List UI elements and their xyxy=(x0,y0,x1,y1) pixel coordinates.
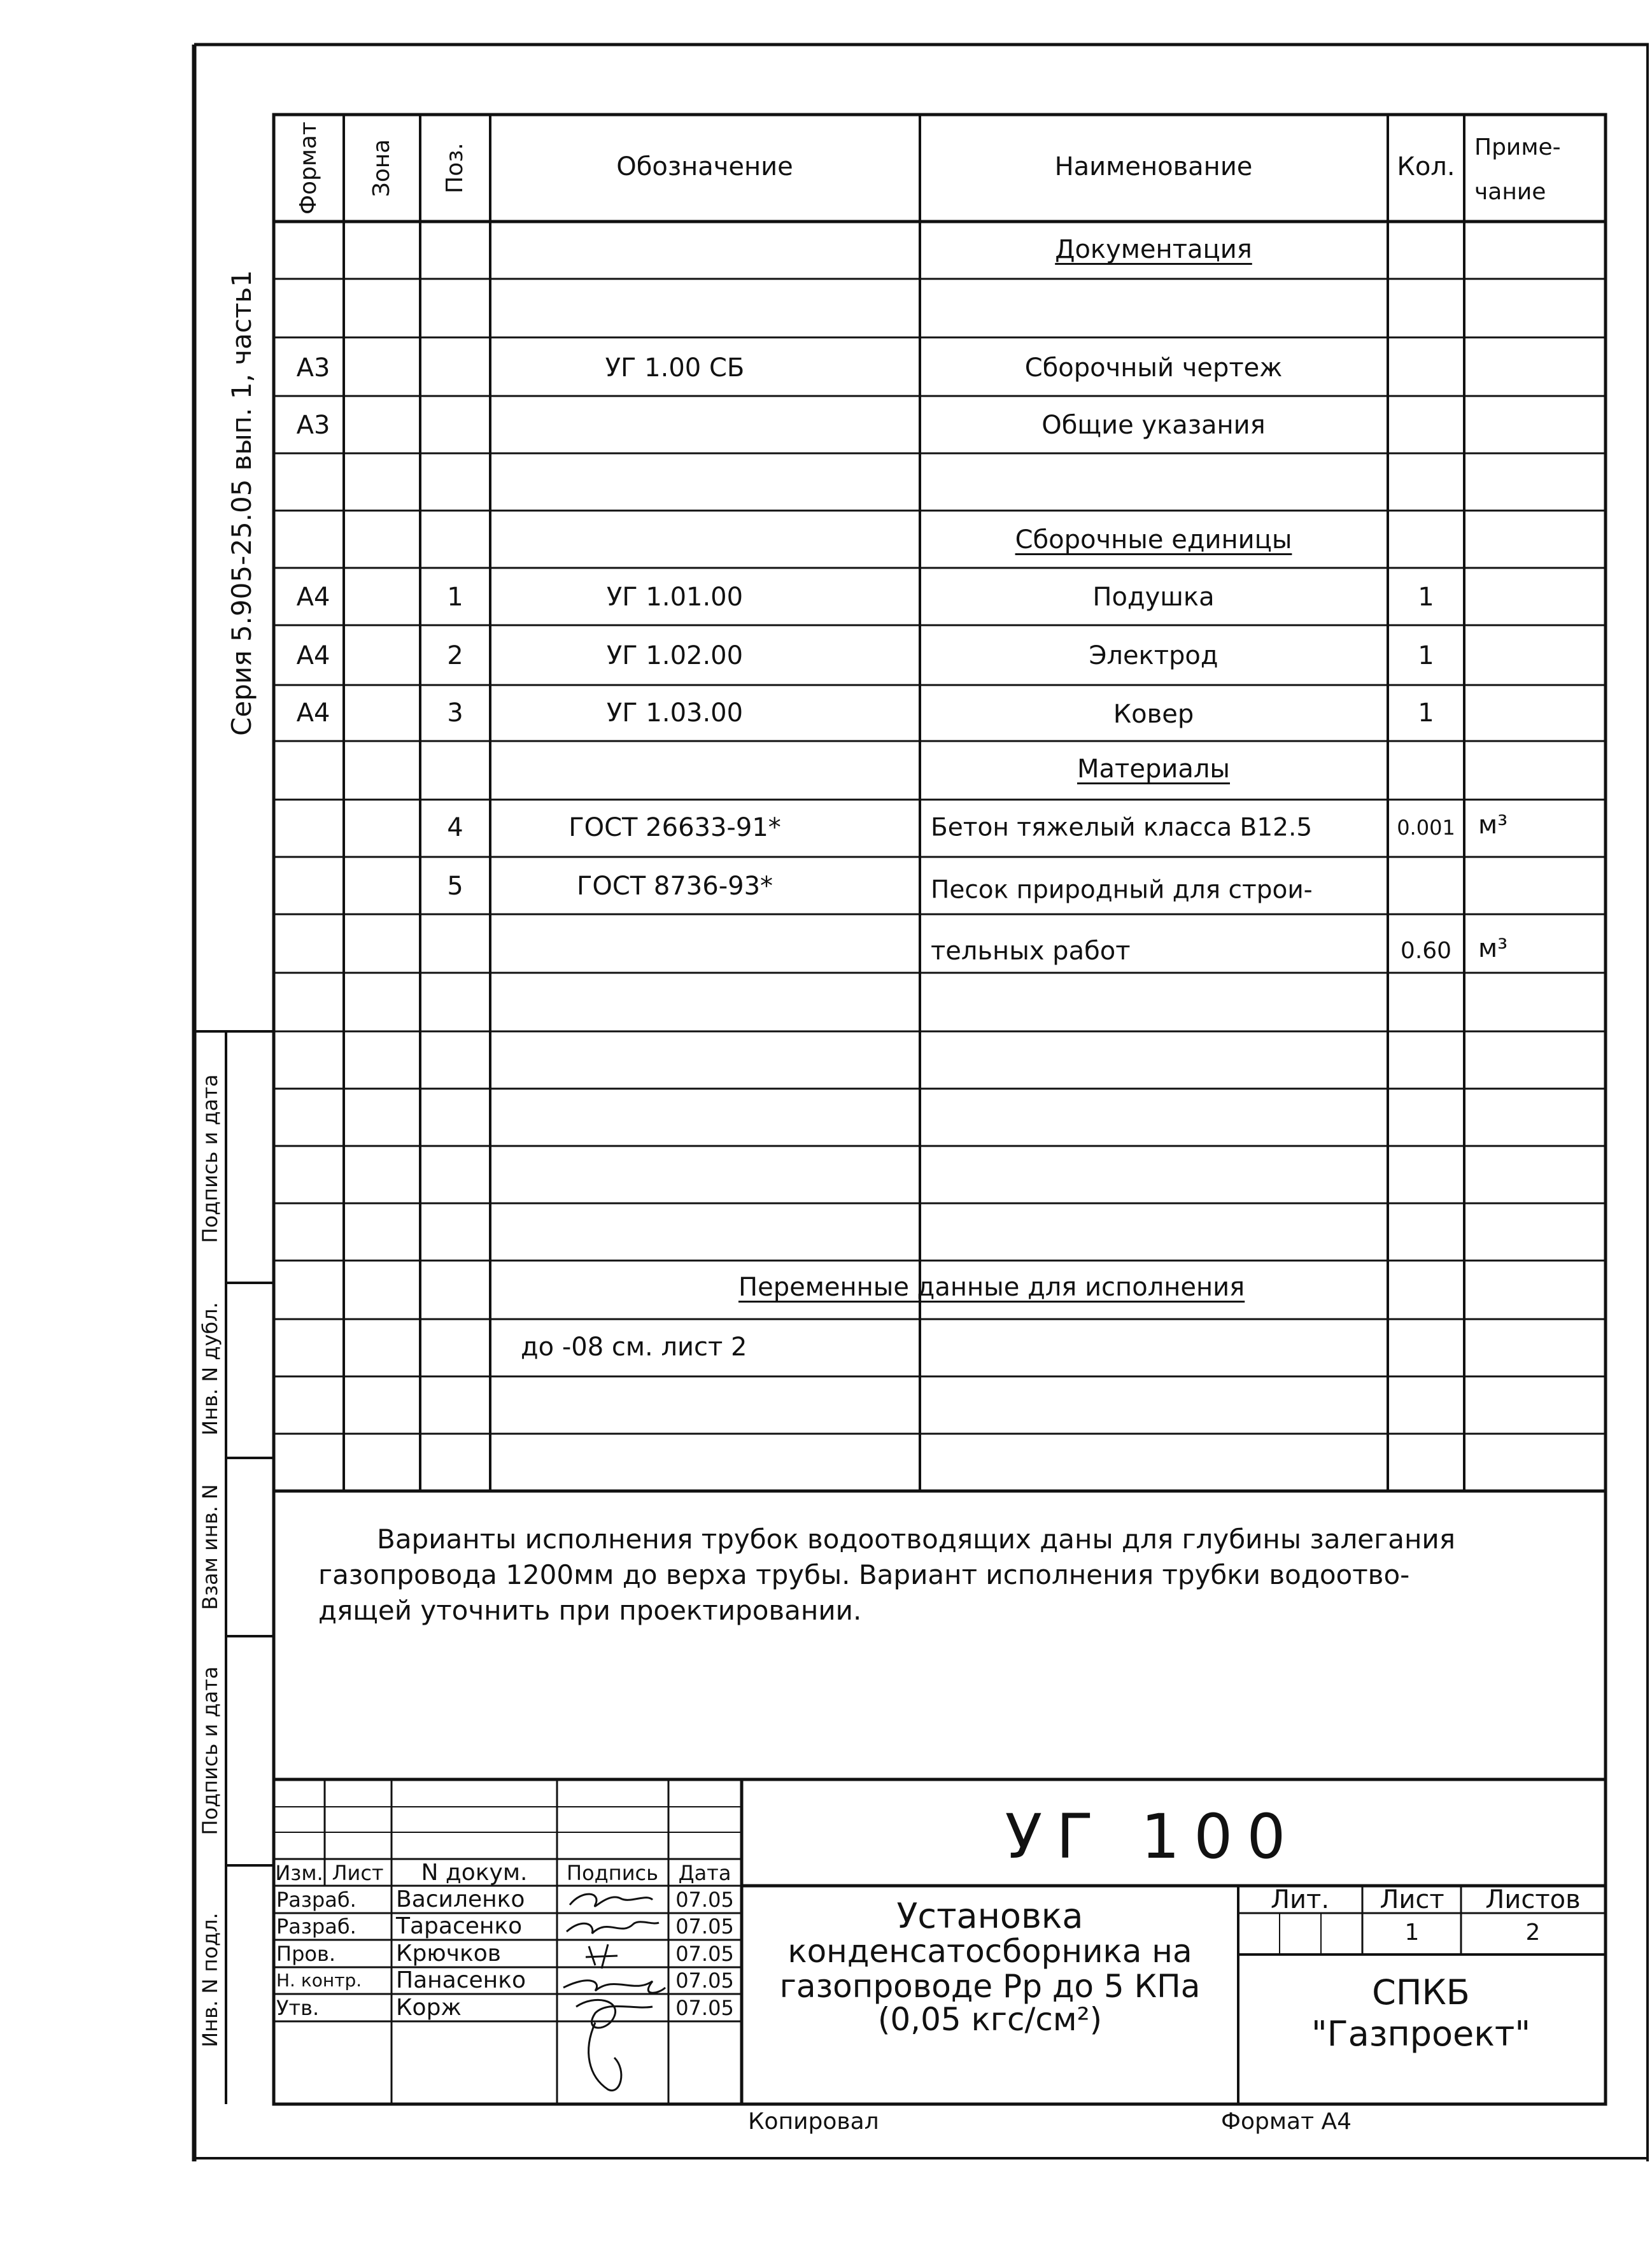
person-name: Панасенко xyxy=(396,1967,526,1993)
header-format: Формат xyxy=(295,121,321,215)
person-date: 07.05 xyxy=(675,1996,734,2020)
row-note: м³ xyxy=(1478,934,1508,963)
row-name: Общие указания xyxy=(1041,411,1266,440)
title-line-2: конденсатосборника на xyxy=(787,1933,1192,1970)
stamp-sign-date-2: Подпись и дата xyxy=(198,1666,222,1835)
person-role: Н. контр. xyxy=(276,1970,362,1991)
row-qty: 1 xyxy=(1418,698,1434,728)
title-line-1: Установка xyxy=(896,1896,1084,1936)
lit-label: Лит. xyxy=(1270,1885,1330,1914)
row-pos: 3 xyxy=(447,698,463,728)
sheets-value: 2 xyxy=(1525,1919,1541,1946)
row-qty: 0.60 xyxy=(1400,938,1452,964)
row-pos: 2 xyxy=(447,641,463,670)
row-designation: УГ 1.01.00 xyxy=(606,583,744,612)
sheet-value: 1 xyxy=(1404,1919,1420,1946)
signatures xyxy=(557,1886,668,2102)
row-designation: УГ 1.02.00 xyxy=(606,641,744,670)
row-format: А3 xyxy=(296,353,330,383)
row-name: Песок природный для строи- xyxy=(931,875,1313,905)
note-line: дящей уточнить при проектировании. xyxy=(318,1595,862,1626)
header-note-1: Приме- xyxy=(1474,134,1561,160)
row-note: м³ xyxy=(1478,810,1508,840)
title-line-3: газопроводе Рр до 5 КПа xyxy=(779,1968,1201,2005)
col-date: Дата xyxy=(678,1861,731,1885)
row-name-materials: Материалы xyxy=(1077,754,1230,784)
row-qty: 0.001 xyxy=(1397,816,1455,840)
row-name-documentation: Документация xyxy=(1055,235,1252,264)
person-role: Разраб. xyxy=(276,1914,357,1939)
header-name: Наименование xyxy=(1054,152,1253,181)
col-izm: Изм. xyxy=(275,1861,323,1885)
row-name: Сборочный чертеж xyxy=(1024,353,1283,383)
header-designation: Обозначение xyxy=(616,152,793,181)
row-name: Подушка xyxy=(1092,583,1215,612)
footer-copied: Копировал xyxy=(748,2109,879,2135)
general-note xyxy=(318,1522,1585,1629)
sheets-label: Листов xyxy=(1485,1885,1581,1914)
note-line: Варианты исполнения трубок водоотводящих даны для глубины залегания xyxy=(377,1523,1455,1555)
row-name: Ковер xyxy=(1113,700,1194,729)
person-date: 07.05 xyxy=(675,1914,734,1939)
row-format: А3 xyxy=(296,411,330,440)
variable-data-entry: до -08 см. лист 2 xyxy=(521,1332,747,1362)
row-pos: 1 xyxy=(447,583,463,612)
header-pos: Поз. xyxy=(442,143,468,194)
row-format: А4 xyxy=(296,641,330,670)
row-designation: ГОСТ 8736-93* xyxy=(576,872,773,901)
row-name: тельных работ xyxy=(931,937,1131,966)
row-designation: УГ 1.03.00 xyxy=(606,698,744,728)
series-label: Серия 5.905-25.05 вып. 1, часть1 xyxy=(226,270,257,736)
person-name: Тарасенко xyxy=(396,1913,523,1939)
footer-format: Формат А4 xyxy=(1221,2109,1352,2135)
sheet-label: Лист xyxy=(1380,1885,1444,1914)
row-designation: ГОСТ 26633-91* xyxy=(568,813,781,842)
person-role: Пров. xyxy=(276,1942,335,1966)
variable-data-heading: Переменные данные для исполнения xyxy=(738,1273,1245,1302)
row-format: А4 xyxy=(296,583,330,612)
stamp-vzam-inv: Взам инв. N xyxy=(198,1484,222,1610)
stamp-sign-date-1: Подпись и дата xyxy=(198,1074,222,1243)
title-line-4: (0,05 кгс/см²) xyxy=(877,2001,1103,2038)
col-sign: Подпись xyxy=(567,1861,658,1885)
stamp-inv-dubl: Инв. N дубл. xyxy=(198,1302,222,1436)
row-pos: 5 xyxy=(447,872,463,901)
person-name: Василенко xyxy=(396,1886,525,1912)
col-list: Лист xyxy=(332,1861,384,1885)
person-role: Утв. xyxy=(276,1996,320,2020)
header-qty: Кол. xyxy=(1397,152,1455,181)
row-qty: 1 xyxy=(1418,641,1434,670)
row-name: Бетон тяжелый класса В12.5 xyxy=(931,813,1313,842)
person-date: 07.05 xyxy=(675,1969,734,1993)
organization-line-2: "Газпроект" xyxy=(1311,2014,1531,2054)
header-note-2: чание xyxy=(1474,179,1546,205)
note-line: газопровода 1200мм до верха трубы. Вариант исполнения трубки водоотво- xyxy=(318,1559,1410,1590)
document-code: УГ 100 xyxy=(1005,1801,1300,1872)
stamp-inv-podl: Инв. N подл. xyxy=(198,1912,222,2047)
row-name: Электрод xyxy=(1089,641,1218,670)
row-designation: УГ 1.00 СБ xyxy=(605,353,745,383)
row-qty: 1 xyxy=(1418,583,1434,612)
person-name: Крючков xyxy=(396,1940,501,1967)
organization-line-1: СПКБ xyxy=(1372,1972,1470,2012)
person-date: 07.05 xyxy=(675,1888,734,1912)
row-pos: 4 xyxy=(447,813,463,842)
person-name: Корж xyxy=(396,1995,462,2021)
person-role: Разраб. xyxy=(276,1888,357,1912)
header-zone: Зона xyxy=(369,139,395,197)
person-date: 07.05 xyxy=(675,1942,734,1966)
col-doc: N докум. xyxy=(421,1860,528,1886)
row-format: А4 xyxy=(296,698,330,728)
row-name-assembly-units: Сборочные единицы xyxy=(1015,525,1292,555)
